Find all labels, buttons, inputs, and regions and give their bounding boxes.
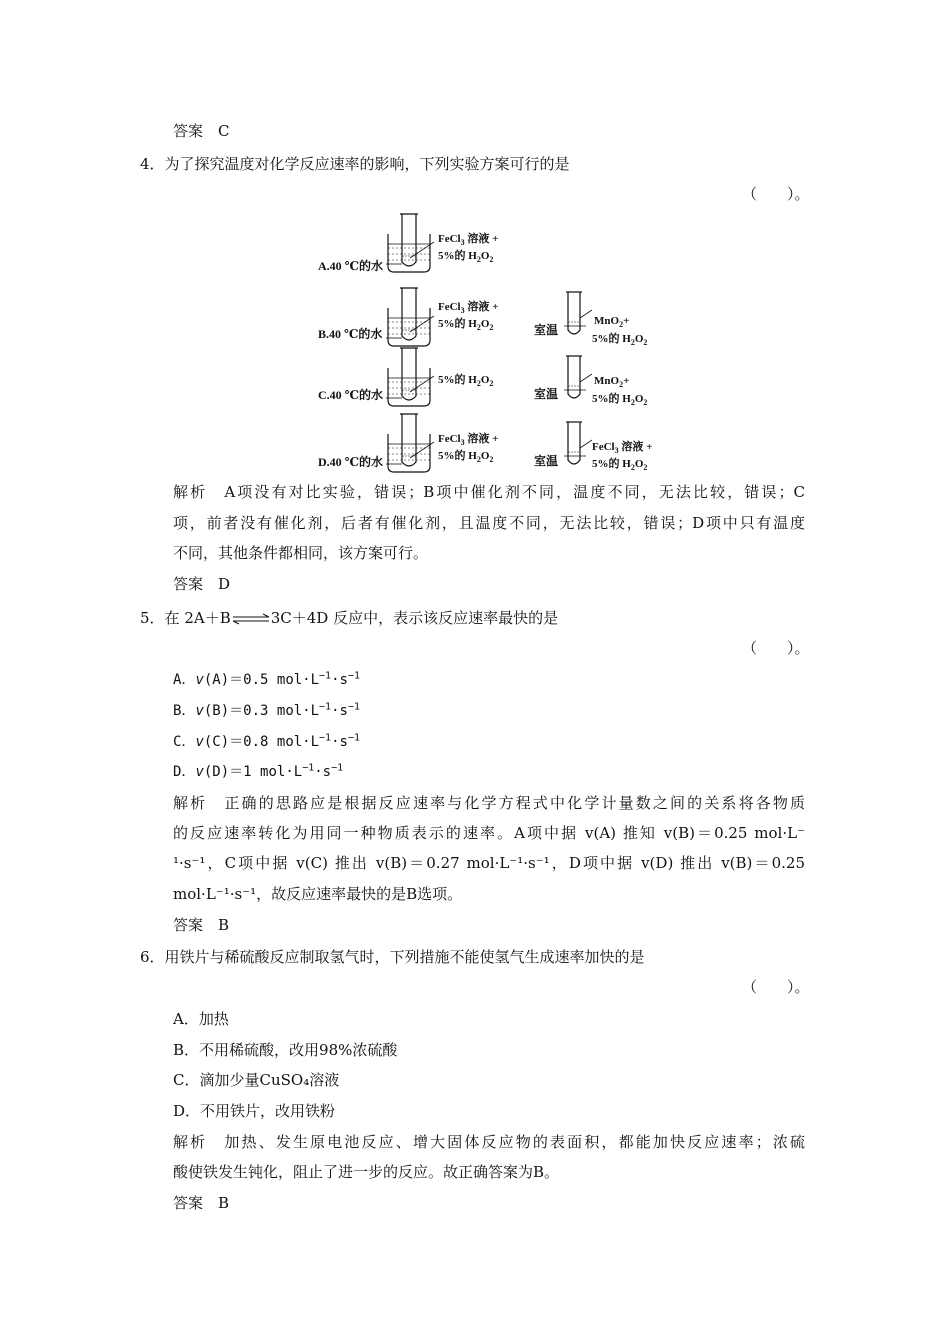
option-d: D．不用铁片，改用铁粉 [173, 1102, 336, 1120]
equation-left: 在 2A＋B [164, 609, 231, 627]
analysis-line: 的反应速率转化为用同一种物质表示的速率。A项中据 v(A) 推知 v(B)＝0.25 mol·L⁻ [173, 824, 805, 842]
question-number: 6． [140, 948, 165, 966]
answer-line: 答案 D [173, 575, 231, 593]
analysis-line: 不同，其他条件都相同，该方案可行。 [173, 544, 429, 562]
svg-text:室温: 室温 [534, 387, 559, 401]
svg-text:5%的 H2O2: 5%的 $H_2O_2$ [592, 333, 648, 347]
svg-text:FeCl3 溶液 +: FeCl$_3$ 溶液 + [438, 301, 499, 315]
question-number: 4． [140, 155, 165, 173]
svg-text:5%的 H2O2: 5%的 $H_2O_2$ [438, 250, 494, 264]
question-5-stem [140, 608, 558, 628]
svg-text:5%的 H2O2: 5%的 $H_2O_2$ [592, 393, 648, 407]
question-text: 用铁片与稀硫酸反应制取氢气时，下列措施不能使氢气生成速率加快的是 [164, 948, 645, 966]
option-b-label: B.40 ℃的水 [318, 327, 383, 341]
option-d-apparatus [318, 414, 652, 472]
svg-text:5%的 H2O2: 5%的 $H_2O_2$ [438, 374, 494, 388]
svg-text:5%的 H2O2: 5%的 $H_2O_2$ [592, 458, 648, 472]
svg-text:MnO2+: MnO$_2$+ [594, 315, 630, 329]
previous-answer: 答案 C [173, 122, 230, 140]
analysis-line: 解析 正确的思路应是根据反应速率与化学方程式中化学计量数之间的关系将各物质 [173, 794, 805, 812]
analysis-line: 解析 加热、发生原电池反应、增大固体反应物的表面积，都能加快反应速率；浓硫 [173, 1133, 805, 1151]
analysis-line: mol·L⁻¹·s⁻¹，故反应速率最快的是B选项。 [173, 885, 463, 903]
equilibrium-arrow-icon [231, 613, 271, 625]
option-a-apparatus [318, 214, 498, 273]
option-b: B．不用稀硫酸，改用98%浓硫酸 [173, 1041, 398, 1059]
answer-bracket: （ ）。 [742, 185, 810, 203]
answer-line: 答案 B [173, 1194, 230, 1212]
option-b: B．v(B)＝0.3 $mol\cdot L^{-1}\cdot s^{-1}$ [173, 701, 360, 719]
option-c-apparatus [318, 348, 647, 407]
option-d-label: D.40 ℃的水 [318, 455, 384, 469]
question-text: 为了探究温度对化学反应速率的影响，下列实验方案可行的是 [164, 155, 570, 173]
svg-text:FeCl3 溶液 +: FeCl$_3$ 溶液 + [438, 433, 499, 447]
svg-text:5%的 H2O2: 5%的 $H_2O_2$ [438, 318, 494, 332]
option-a: A．加热 [173, 1010, 229, 1028]
svg-text:FeCl3 溶液 +: FeCl$_3$ 溶液 + [592, 441, 653, 455]
answer-bracket: （ ）。 [742, 978, 810, 996]
equation-right: 3C＋4D 反应中，表示该反应速率最快的是 [270, 609, 559, 627]
analysis-line: 解析 A项没有对比实验，错误；B项中催化剂不同，温度不同，无法比较，错误；C [173, 483, 805, 501]
analysis-line: 项，前者没有催化剂，后者有催化剂，且温度不同，无法比较，错误；D项中只有温度 [173, 514, 805, 532]
option-c: C．v(C)＝0.8 $mol\cdot L^{-1}\cdot s^{-1}$ [173, 732, 360, 750]
option-c-label: C.40 ℃的水 [318, 388, 384, 402]
question-number: 5． [140, 609, 165, 627]
option-d: D．v(D)＝1 $mol\cdot L^{-1}\cdot s^{-1}$ [173, 762, 344, 780]
option-a-label: A.40 ℃的水 [318, 259, 384, 273]
option-a: A．v(A)＝0.5 $mol\cdot L^{-1}\cdot s^{-1}$ [173, 670, 360, 688]
experiment-figure [310, 212, 680, 474]
svg-text:室温: 室温 [534, 454, 559, 468]
analysis-line: ¹·s⁻¹，C项中据 v(C) 推出 v(B)＝0.27 mol·L⁻¹·s⁻¹，D项中据 v(D) 推出 v(B)＝0.25 [173, 854, 805, 872]
question-6-stem [140, 947, 645, 967]
option-b-apparatus [318, 288, 647, 347]
answer-bracket: （ ）。 [742, 639, 810, 657]
option-c: C．滴加少量CuSO₄溶液 [173, 1071, 340, 1089]
svg-text:FeCl3 溶液 +: FeCl$_3$ 溶液 + [438, 233, 499, 247]
question-4-stem [140, 154, 570, 174]
svg-text:5%的 H2O2: 5%的 $H_2O_2$ [438, 450, 494, 464]
svg-text:室温: 室温 [534, 323, 559, 337]
answer-line: 答案 B [173, 916, 230, 934]
svg-text:MnO2+: MnO$_2$+ [594, 375, 630, 389]
analysis-line: 酸使铁发生钝化，阻止了进一步的反应。故正确答案为B。 [173, 1163, 560, 1181]
